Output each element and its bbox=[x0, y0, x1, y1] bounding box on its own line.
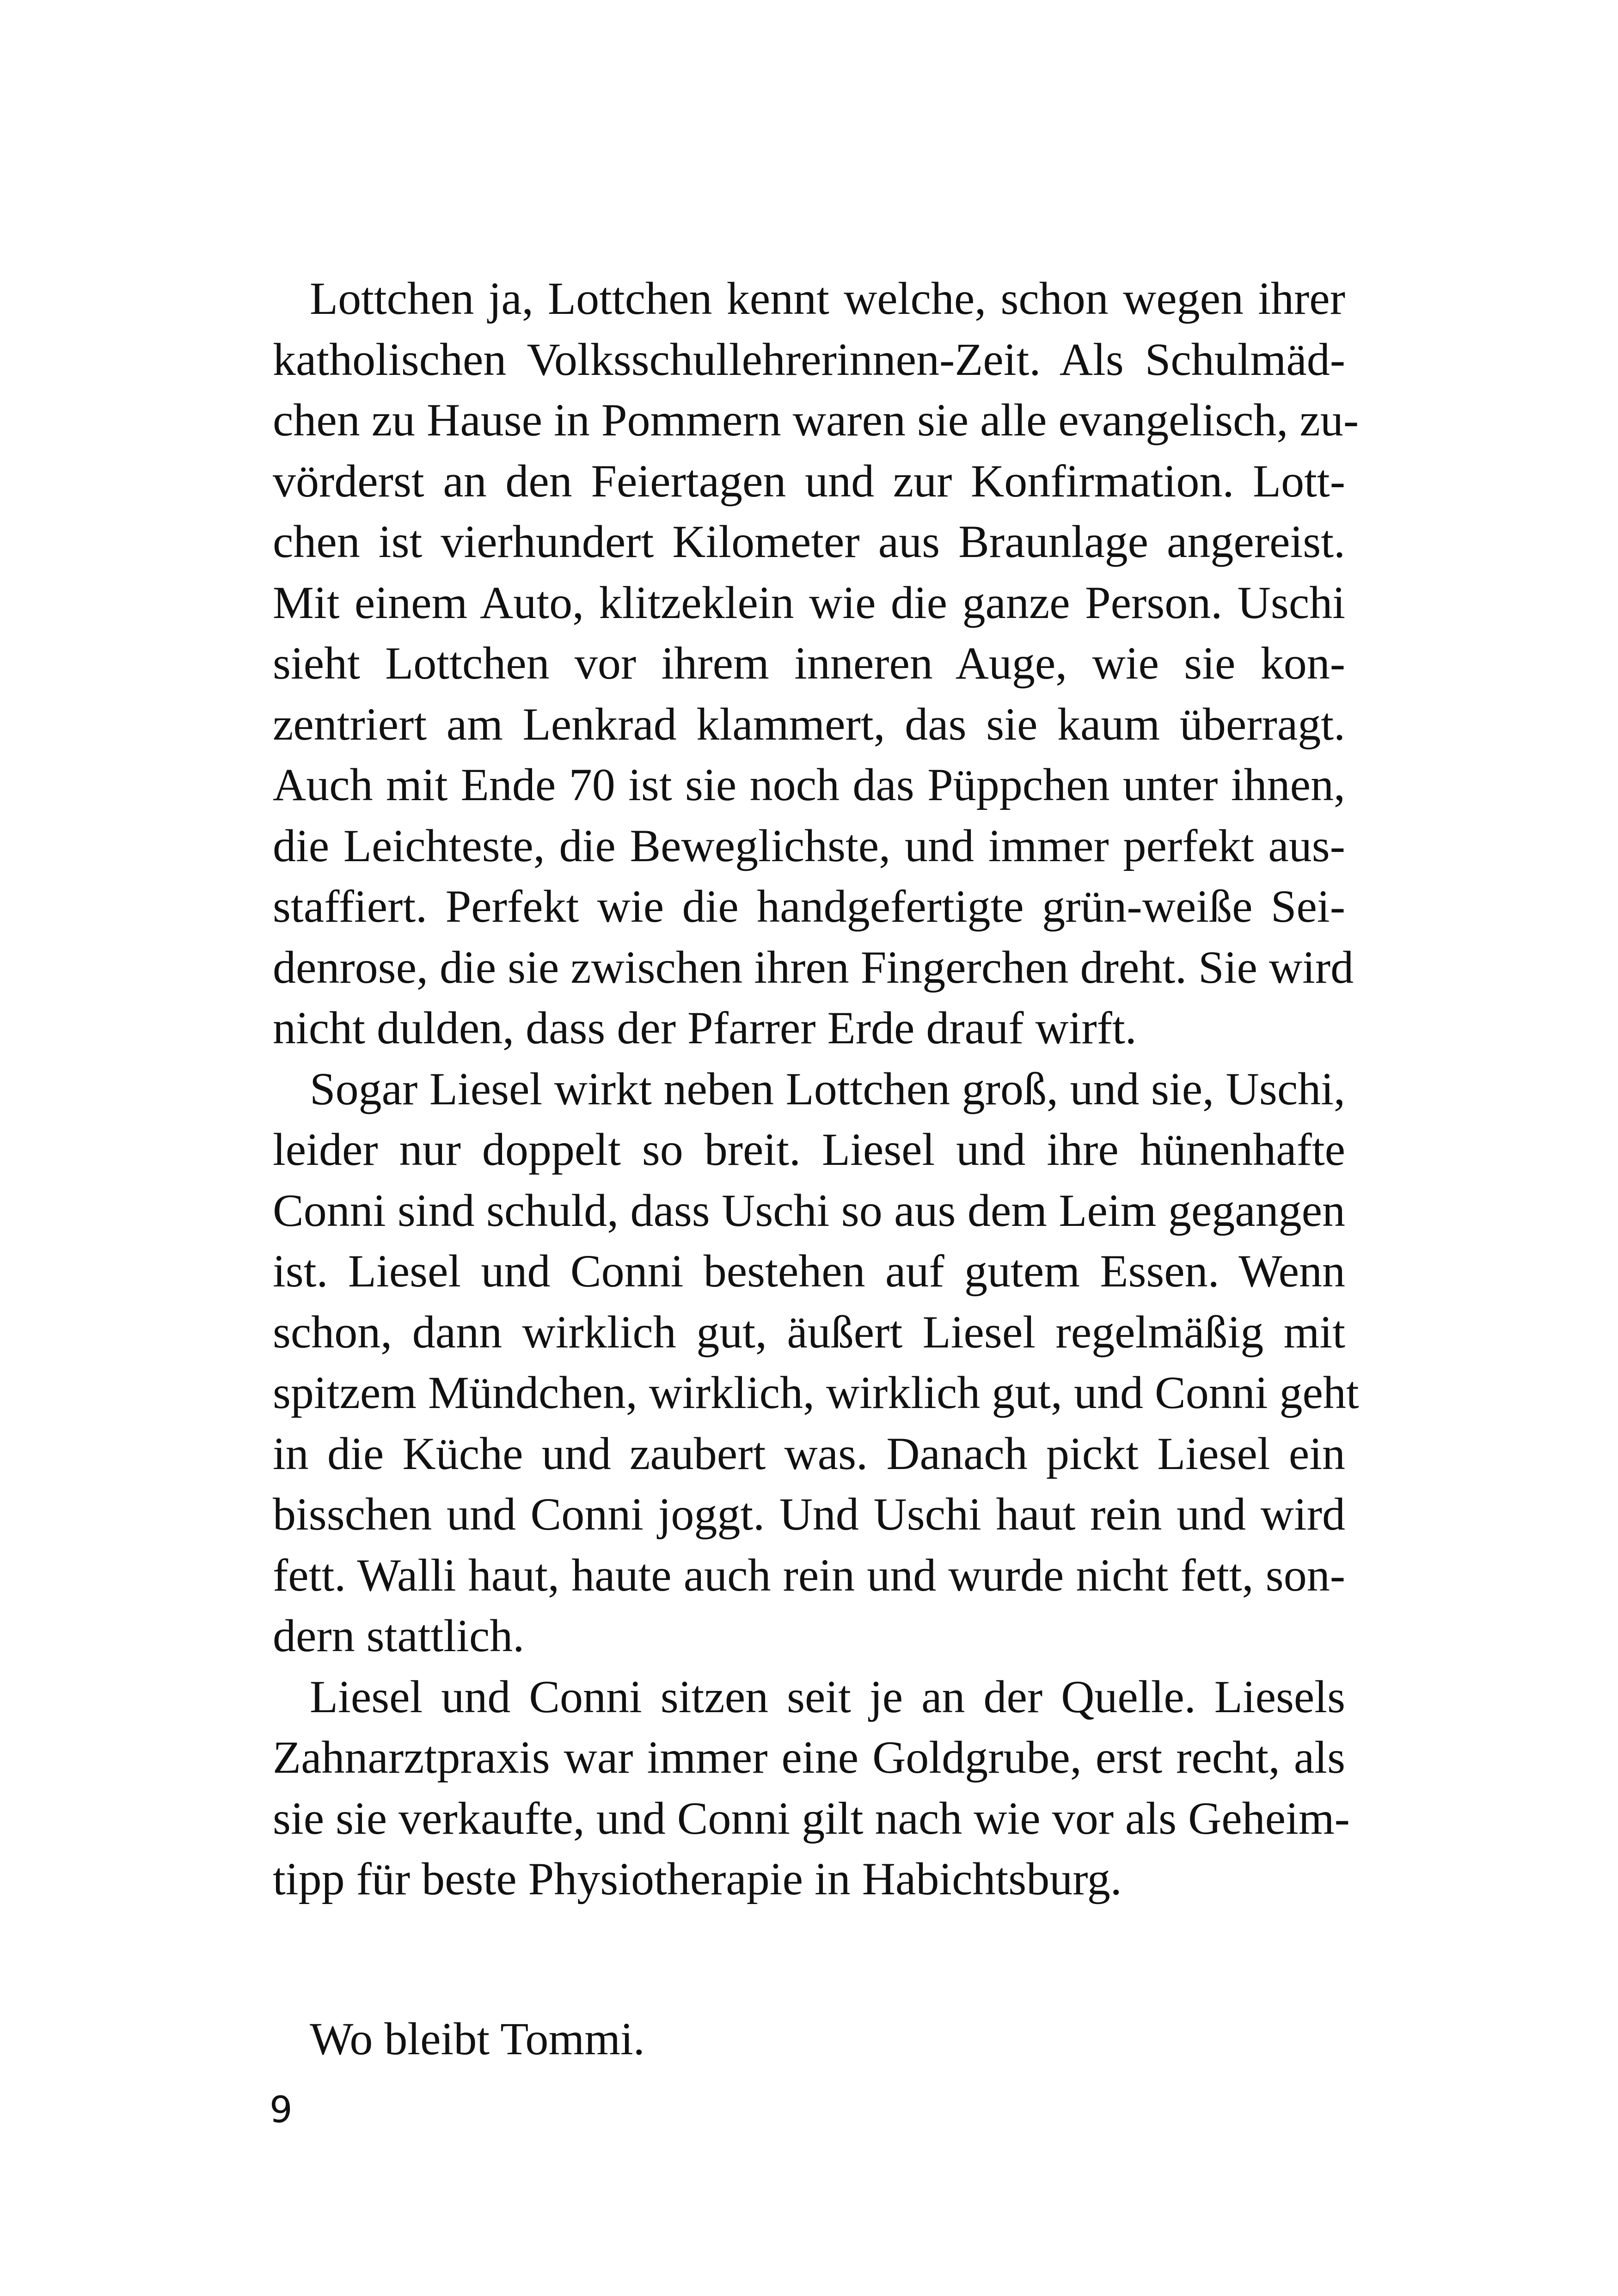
paragraph-1 bbox=[273, 268, 1359, 1059]
text-line: vörderst an den Feiertagen und zur Konfirmation. Lott- bbox=[273, 455, 1345, 507]
text-line: staffiert. Perfekt wie die handgefertigte grün-weiße Sei- bbox=[273, 881, 1345, 932]
paragraph-2 bbox=[273, 1059, 1359, 1666]
text-line: leider nur doppelt so breit. Liesel und ihre hünenhafte bbox=[273, 1124, 1345, 1175]
text-line: dern stattlich. bbox=[273, 1610, 525, 1661]
text-line: spitzem Mündchen, wirklich, wirklich gut, und Conni geht bbox=[273, 1367, 1359, 1418]
text-line: chen zu Hause in Pommern waren sie alle evangelisch, zu- bbox=[273, 394, 1359, 446]
paragraph-3 bbox=[273, 1666, 1350, 1910]
text-line: Conni sind schuld, dass Uschi so aus dem Leim gegangen bbox=[273, 1184, 1345, 1236]
text-line: Lottchen ja, Lottchen kennt welche, schon wegen ihrer bbox=[310, 273, 1345, 324]
text-line: denrose, die sie zwischen ihren Fingerchen dreht. Sie wird bbox=[273, 941, 1354, 993]
text-line: sie sie verkaufte, und Conni gilt nach wie vor als Geheim- bbox=[273, 1792, 1350, 1844]
body-text bbox=[273, 268, 1359, 1910]
text-line: fett. Walli haut, haute auch rein und wurde nicht fett, son- bbox=[273, 1549, 1345, 1601]
text-line: tipp für beste Physiotherapie in Habichtsburg. bbox=[273, 1853, 1122, 1904]
text-line: chen ist vierhundert Kilometer aus Braunlage angereist. bbox=[273, 516, 1345, 567]
text-line: Auch mit Ende 70 ist sie noch das Püppchen unter ihnen, bbox=[273, 759, 1345, 810]
text-line: sieht Lottchen vor ihrem inneren Auge, wie sie kon- bbox=[273, 637, 1345, 689]
page-number: 9 bbox=[270, 2089, 293, 2131]
text-line: zentriert am Lenkrad klammert, das sie kaum überragt. bbox=[273, 698, 1345, 750]
text-line: ist. Liesel und Conni bestehen auf gutem Essen. Wenn bbox=[273, 1245, 1345, 1297]
closing-line: Wo bleibt Tommi. bbox=[310, 2013, 645, 2064]
text-line: schon, dann wirklich gut, äußert Liesel regelmäßig mit bbox=[273, 1306, 1345, 1358]
text-line: bisschen und Conni joggt. Und Uschi haut rein und wird bbox=[273, 1488, 1345, 1540]
text-line: katholischen Volksschullehrerinnen-Zeit. Als Schulmäd- bbox=[273, 333, 1345, 385]
text-line: nicht dulden, dass der Pfarrer Erde drauf wirft. bbox=[273, 1002, 1137, 1053]
text-line: die Leichteste, die Beweglichste, und immer perfekt aus- bbox=[273, 820, 1345, 871]
text-line: Mit einem Auto, klitzeklein wie die ganze Person. Uschi bbox=[273, 576, 1345, 628]
text-line: Sogar Liesel wirkt neben Lottchen groß, und sie, Uschi, bbox=[310, 1063, 1345, 1114]
text-line: in die Küche und zaubert was. Danach pickt Liesel ein bbox=[273, 1427, 1345, 1479]
text-line: Zahnarztpraxis war immer eine Goldgrube, erst recht, als bbox=[273, 1732, 1345, 1783]
text-line: Liesel und Conni sitzen seit je an der Quelle. Liesels bbox=[310, 1671, 1345, 1722]
